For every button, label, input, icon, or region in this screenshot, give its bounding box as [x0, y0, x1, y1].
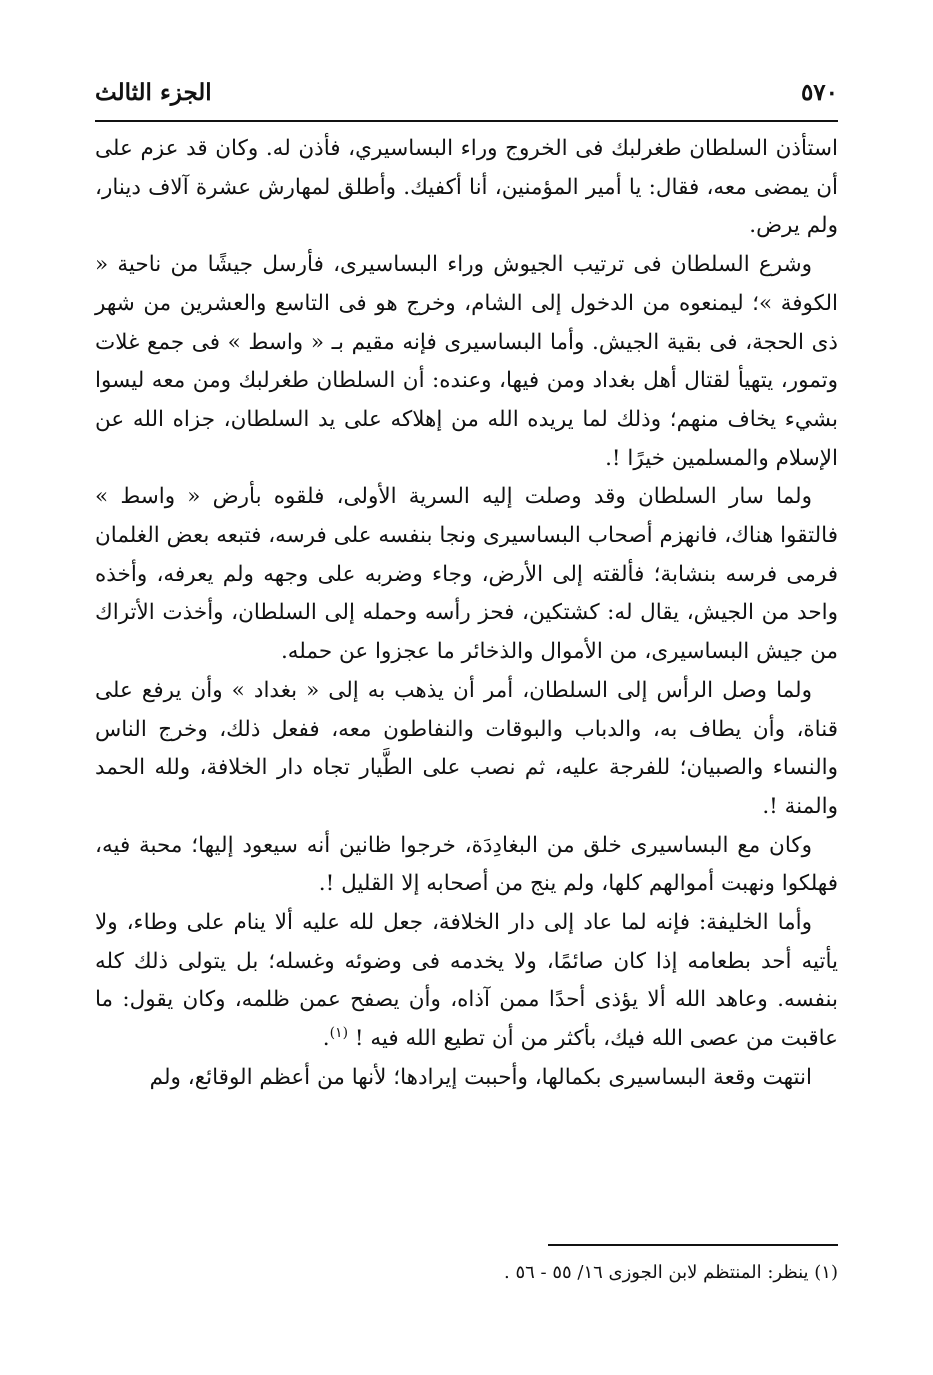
- paragraph: وشرع السلطان فى ترتيب الجيوش وراء البساسيرى، فأرسل جيشًا من ناحية « الكوفة »؛ ليمنعوه من الدخول إلى الشام، وخرج هو فى التاسع والعشرين من شهر ذى الحجة، فى بقية الجيش. وأما البساسيرى فإنه مقيم بـ « واسط » فى جمع غلات وتمور، يتهيأ لقتال أهل بغداد ومن فيها، وعنده: أن السلطان طغرلبك ومن معه ليسوا بشيء يخاف منهم؛ وذلك لما يريده الله من إهلاكه على يد السلطان، جزاه الله عن الإسلام والمسلمين خيرًا !.: [95, 252, 838, 471]
- paragraph-text: وأما الخليفة: فإنه لما عاد إلى دار الخلافة، جعل لله عليه ألا ينام على وطاء، ولا يأتيه أحد بطعامه إذا كان صائمًا، ولا يخدمه فى وضوئه وغسله؛ بل يتولى ذلك كله بنفسه. وعاهد الله ألا يؤذى أحدًا ممن آذاه، وأن يصفح عمن ظلمه، وكان يقول: ما عاقبت من عصى الله فيك، بأكثر من أن تطيع الله فيه !: [95, 910, 838, 1052]
- paragraph: ولما وصل الرأس إلى السلطان، أمر أن يذهب به إلى « بغداد » وأن يرفع على قناة، وأن يطاف به، والدباب والبوقات والنفاطون معه، ففعل ذلك، وخرج الناس والنساء والصبيان؛ للفرجة عليه، ثم نصب على الطَّيار تجاه دار الخلافة، ولله الحمد والمنة !.: [95, 677, 838, 819]
- footnote-marker: (١): [329, 1025, 349, 1042]
- footnote-divider: [548, 1244, 838, 1246]
- paragraph: ولما سار السلطان وقد وصلت إليه السرية الأولى، فلقوه بأرض « واسط » فالتقوا هناك، فانهزم أصحاب البساسيرى ونجا بنفسه على فرسه، فتبعه بعض الغلمان فرمى فرسه بنشابة؛ فألقته إلى الأرض، وجاء وضربه على وجهه ولم يعرفه، وأخذه واحد من الجيش، يقال له: كشتكين، فحز رأسه وحمله إلى السلطان، وأخذت الأتراك من جيش البساسيرى، من الأموال والذخائر ما عجزوا عن حمله.: [95, 484, 838, 665]
- paragraph: استأذن السلطان طغرلبك فى الخروج وراء البساسيري، فأذن له. وكان قد عزم على أن يمضى معه، فقال: يا أمير المؤمنين، أنا أكفيك. وأطلق لمهارش عشرة آلاف دينار، ولم يرض.: [95, 136, 838, 239]
- running-title: الجزء الثالث: [95, 78, 212, 106]
- header-divider: [95, 120, 838, 122]
- main-text: [95, 130, 838, 1098]
- paragraph: وكان مع البساسيرى خلق من البغادِدَة، خرجوا ظانين أنه سيعود إليها؛ محبة فيه، فهلكوا ونهبت أموالهم كلها، ولم ينج من أصحابه إلا القليل !.: [95, 832, 838, 897]
- page-number: ٥٧٠: [800, 78, 838, 106]
- paragraph: انتهت وقعة البساسيرى بكمالها، وأحببت إيرادها؛ لأنها من أعظم الوقائع، ولم: [149, 1064, 812, 1090]
- footnote: (١) ينظر: المنتظم لابن الجوزى ١٦/ ٥٥ - ٥٦ .: [503, 1262, 838, 1283]
- page-header: [95, 70, 838, 114]
- paragraph-with-footnote: وأما الخليفة: فإنه لما عاد إلى دار الخلافة، جعل لله عليه ألا ينام على وطاء، ولا يأتيه أحد بطعامه إذا كان صائمًا، ولا يخدمه فى وضوئه وغسله؛ بل يتولى ذلك كله بنفسه. وعاهد الله ألا يؤذى أحدًا ممن آذاه، وأن يصفح عمن ظلمه، وكان يقول: ما عاقبت من عصى الله فيك، بأكثر من أن تطيع الله فيه ! $^{(١)}$.: [95, 910, 838, 1052]
